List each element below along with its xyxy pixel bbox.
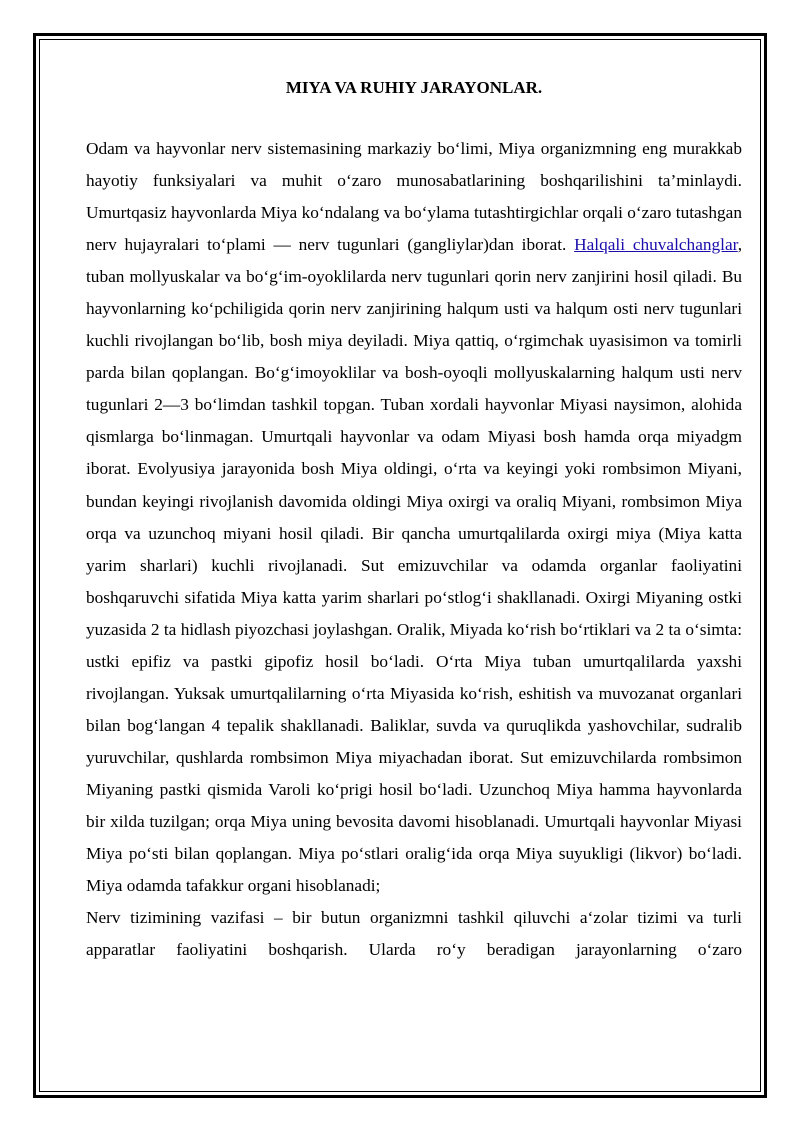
paragraph-main-text-end: , tuban mollyuskalar va bo‘g‘im-oyoklilarda nerv tugunlari qorin nerv zanjirini hosil qiladi. Bu hayvonlarning ko‘pchiligida qorin nerv zanjirining halqum usti va halqum osti nerv tugunlari kuchli rivojlangan bo‘lib, bosh miya deyiladi. Miya qattiq, o‘rgimchak uyasisimon va tomirli parda bilan qoplangan. Bo‘g‘imoyoklilar va bosh-oyoqli mollyuskalarning halqum usti nerv tugunlari 2—3 bo‘limdan tashkil topgan. Tuban xordali hayvonlar Miyasi naysimon, alohida qismlarga bo‘linmagan. Umurtqali hayvonlar va odam Miyasi bosh hamda orqa miyadgm iborat. Evolyusiya jarayonida bosh Miya oldingi, o‘rta va keyingi yoki rombsimon Miyani, bundan keyingi rivojlanish davomida oldingi Miya oxirgi va oraliq Miyani, rombsimon Miya orqa va uzunchoq miyani hosil qiladi. Bir qancha umurtqalilarda oxirgi miya (Miya katta yarim sharlari) kuchli rivojlanadi. Sut emizuvchilar va odamda organlar faoliyatini boshqaruvchi sifatida Miya katta yarim sharlari po‘stlog‘i shakllanadi. Oxirgi Miyaning ostki yuzasida 2 ta hidlash piyozchasi joylashgan. Oralik, Miyada ko‘rish bo‘rtiklari va 2 ta o‘simta: ustki epifiz va pastki gipofiz hosil bo‘ladi. O‘rta Miya tuban umurtqalilarda yaxshi rivojlangan. Yuksak umurtqalilarning o‘rta Miyasida ko‘rish, eshitish va muvozanat organlari bilan bog‘langan 4 tepalik shakllanadi. Baliklar, suvda va quruqlikda yashovchilar, sudralib yuruvchilar, qushlarda rombsimon Miya miyachadan iborat. Sut emizuvchilarda rombsimon Miyaning pastki qismida Varoli ko‘prigi hosil bo‘ladi. Uzunchoq Miya hamma hayvonlarda bir xilda tuzilgan; orqa Miya uning bevosita davomi hisoblanadi. Umurtqali hayvonlar Miyasi Miya po‘sti bilan qoplangan. Miya po‘stlari oralig‘ida orqa Miya suyukligi (likvor) bo‘ladi. Miya odamda tafakkur organi hisoblanadi; xyxy=(86,235,743,896)
halqali-chuvalchanglar-link[interactable]: Halqali chuvalchanglar xyxy=(574,235,738,255)
paragraph-main-text-start: Odam va hayvonlar nerv sistemasining markaziy bo‘limi, Miya organizmning eng murakkab hayotiy funksiyalari va muhit o‘zaro munosabatlarining boshqarilishini ta’minlaydi. Umurtqasiz hayvonlarda Miya ko‘ndalang va bo‘ylama tutashtirgichlar orqali o‘zaro tutashgan nerv hujayralari to‘plami — nerv tugunlari (gangliylar)dan iborat. xyxy=(86,139,742,255)
paragraph-main xyxy=(86,133,742,902)
paragraph-nerv-tizimi: Nerv tizimining vazifasi – bir butun organizmni tashkil qiluvchi a‘zolar tizimi va turli apparatlar faoliyatini boshqarish. Ularda ro‘y beradigan jarayonlarning o‘zaro xyxy=(86,908,742,960)
document-title: MIYA VA RUHIY JARAYONLAR. xyxy=(285,78,543,97)
document-body xyxy=(86,72,742,966)
